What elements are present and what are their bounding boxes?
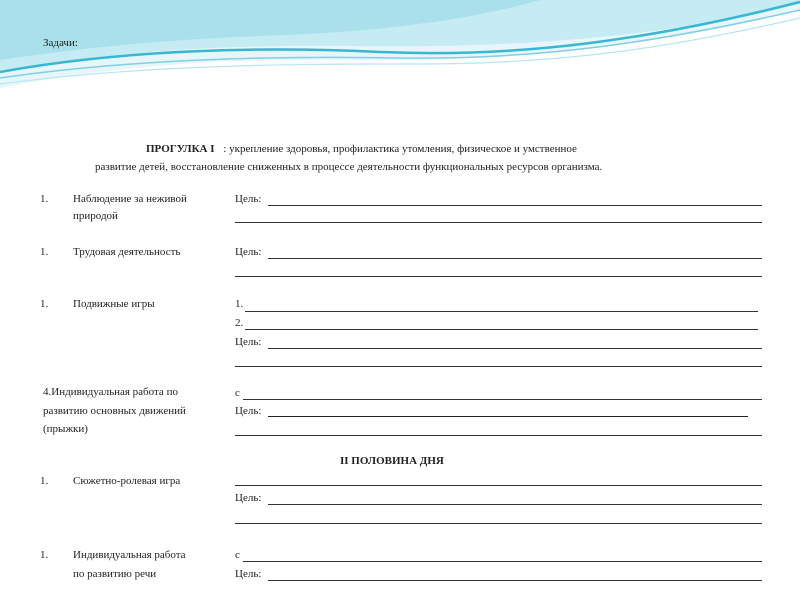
row-3-goal-label: Цель: xyxy=(235,336,262,348)
row-4-goal-line[interactable] xyxy=(268,416,748,417)
row-3-label: Подвижные игры xyxy=(73,298,155,310)
row-3-goal-line[interactable] xyxy=(268,348,762,349)
row-1-number: 1. xyxy=(40,193,49,205)
row-3-game-2-label: 2. xyxy=(235,317,244,329)
row-1-goal-line[interactable] xyxy=(268,205,762,206)
row-4-extra-line[interactable] xyxy=(235,435,762,436)
row-1-goal-label: Цель: xyxy=(235,193,262,205)
row-4-with-label: с xyxy=(235,387,240,399)
row-2-goal-line[interactable] xyxy=(268,258,762,259)
row-5-extra-line[interactable] xyxy=(235,523,762,524)
row-2-extra-line[interactable] xyxy=(235,276,762,277)
row-5-top-line[interactable] xyxy=(235,485,762,486)
row-4-label-line3: (прыжки) xyxy=(43,423,88,435)
row-1-label-line2: природой xyxy=(73,210,118,222)
row-4-goal-label: Цель: xyxy=(235,405,262,417)
row-6-with-line[interactable] xyxy=(243,561,762,562)
row-2-goal-label: Цель: xyxy=(235,246,262,258)
walk-goal-line1: : укрепление здоровья, профилактика утомления, физическое и умственное xyxy=(223,143,577,155)
tasks-label: Задачи: xyxy=(43,37,78,49)
walk-heading xyxy=(146,144,577,155)
row-3-game-1-label: 1. xyxy=(235,298,244,310)
row-5-number: 1. xyxy=(40,475,49,487)
walk-title: ПРОГУЛКА I xyxy=(146,143,215,155)
row-6-goal-label: Цель: xyxy=(235,568,262,580)
row-3-number: 1. xyxy=(40,298,49,310)
second-half-heading: II ПОЛОВИНА ДНЯ xyxy=(340,455,444,467)
row-2-number: 1. xyxy=(40,246,49,258)
row-2-label: Трудовая деятельность xyxy=(73,246,181,258)
row-5-goal-label: Цель: xyxy=(235,492,262,504)
row-6-goal-line[interactable] xyxy=(268,580,762,581)
row-6-label-line1: Индивидуальная работа xyxy=(73,549,186,561)
row-3-game-2-line[interactable] xyxy=(245,329,758,330)
row-1-extra-line[interactable] xyxy=(235,222,762,223)
row-6-label-line2: по развитию речи xyxy=(73,568,157,580)
row-1-label-line1: Наблюдение за неживой xyxy=(73,193,187,205)
row-6-with-label: с xyxy=(235,549,240,561)
row-6-number: 1. xyxy=(40,549,49,561)
row-5-goal-line[interactable] xyxy=(268,504,762,505)
row-4-label-line2: развитию основных движений xyxy=(43,405,186,417)
header-wave-decoration xyxy=(0,0,800,95)
row-4-with-line[interactable] xyxy=(243,399,762,400)
row-5-label: Сюжетно-ролевая игра xyxy=(73,475,181,487)
row-3-game-1-line[interactable] xyxy=(245,311,758,312)
row-3-extra-line[interactable] xyxy=(235,366,762,367)
walk-goal-line2: развитие детей, восстановление сниженных в процессе деятельности функциональных ресурсов организма. xyxy=(95,161,603,173)
row-4-label-line1: 4.Индивидуальная работа по xyxy=(43,386,178,398)
